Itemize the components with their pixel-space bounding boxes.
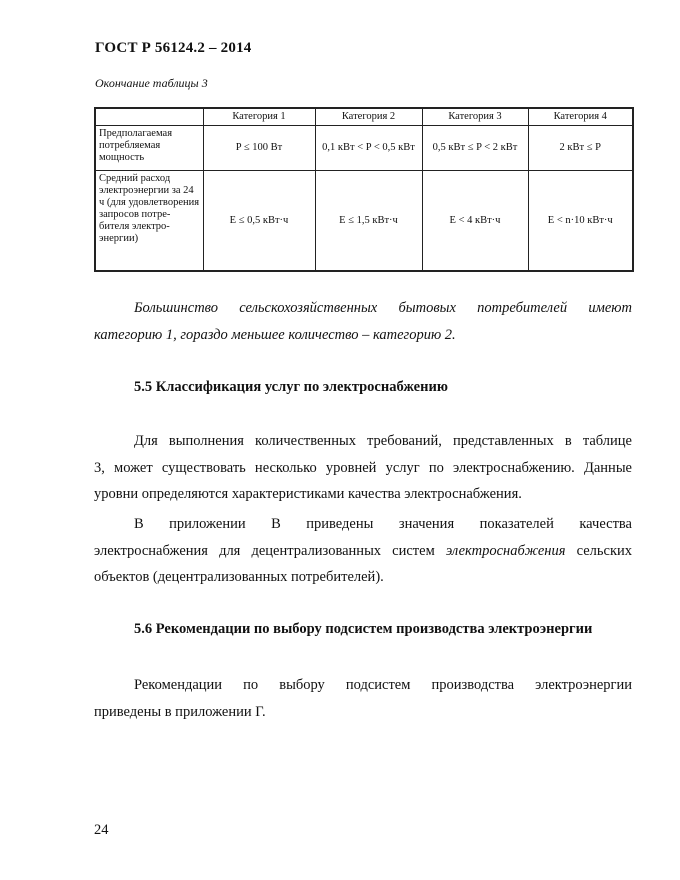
paragraph-line: Для выполнения количественных требований, представленных в таблице bbox=[134, 433, 632, 449]
table-cell: P ≤ 100 Вт bbox=[203, 126, 315, 171]
paragraph-text: сельских bbox=[565, 542, 632, 559]
section-5-6-heading: 5.6 Рекомендации по выбору подсистем производства электроэнергии bbox=[134, 621, 593, 637]
note-line-2: категорию 1, гораздо меньшее количество – категорию 2. bbox=[94, 326, 456, 343]
table-caption: Окончание таблицы 3 bbox=[95, 76, 208, 90]
italic-term: электроснабжения bbox=[445, 542, 566, 559]
table-cell: E ≤ 1,5 кВт·ч bbox=[315, 171, 422, 271]
table-header-category-2: Категория 2 bbox=[315, 108, 422, 126]
section-5-5-heading: 5.5 Классификация услуг по электроснабжению bbox=[134, 379, 448, 395]
section-5-5-paragraph-1 bbox=[94, 428, 632, 508]
table-row-power bbox=[95, 126, 633, 171]
table-cell: E ≤ 0,5 кВт·ч bbox=[203, 171, 315, 271]
table-cell: E < n·10 кВт·ч bbox=[528, 171, 633, 271]
table-cell: E < 4 кВт·ч bbox=[422, 171, 528, 271]
table-cell: 0,5 кВт ≤ P < 2 кВт bbox=[422, 126, 528, 171]
paragraph-line: Рекомендации по выбору подсистем производства электроэнергии bbox=[134, 677, 632, 693]
paragraph-line: объектов (децентрализованных потребителей). bbox=[94, 569, 384, 585]
table-row-label: Средний расход электроэнергии за 24 ч (для удовлетворения запросов потре-бителя электро-энергии) bbox=[95, 171, 203, 271]
paragraph-line: уровни определяются характеристиками качества электроснабжения. bbox=[94, 486, 522, 502]
table-header-category-4: Категория 4 bbox=[528, 108, 633, 126]
document-header: ГОСТ Р 56124.2 – 2014 bbox=[95, 40, 252, 56]
table-row-energy bbox=[95, 171, 633, 271]
table-3-continuation bbox=[94, 107, 634, 272]
paragraph-text: электроснабжения для децентрализованных систем bbox=[94, 542, 446, 559]
section-5-6-paragraph-1 bbox=[94, 672, 632, 725]
table-header-row bbox=[95, 108, 633, 126]
paragraph-line: 3, может существовать несколько уровней услуг по электроснабжению. Данные bbox=[94, 459, 632, 476]
table-cell: 0,1 кВт < P < 0,5 кВт bbox=[315, 126, 422, 171]
page-number: 24 bbox=[94, 822, 109, 838]
table-header-category-3: Категория 3 bbox=[422, 108, 528, 126]
table-header-category-1: Категория 1 bbox=[203, 108, 315, 126]
section-5-5-paragraph-2 bbox=[94, 511, 632, 591]
paragraph-line: приведены в приложении Г. bbox=[94, 703, 266, 720]
table-cell: 2 кВт ≤ P bbox=[528, 126, 633, 171]
paragraph-line: В приложении В приведены значения показателей качества bbox=[134, 516, 632, 532]
note-line-1: Большинство сельскохозяйственных бытовых потребителей имеют bbox=[134, 300, 632, 316]
note-paragraph bbox=[94, 295, 632, 348]
table-header-empty bbox=[95, 108, 203, 126]
paragraph-line bbox=[94, 538, 632, 565]
table-row-label: Предполагаемая потребляемая мощность bbox=[95, 126, 203, 171]
